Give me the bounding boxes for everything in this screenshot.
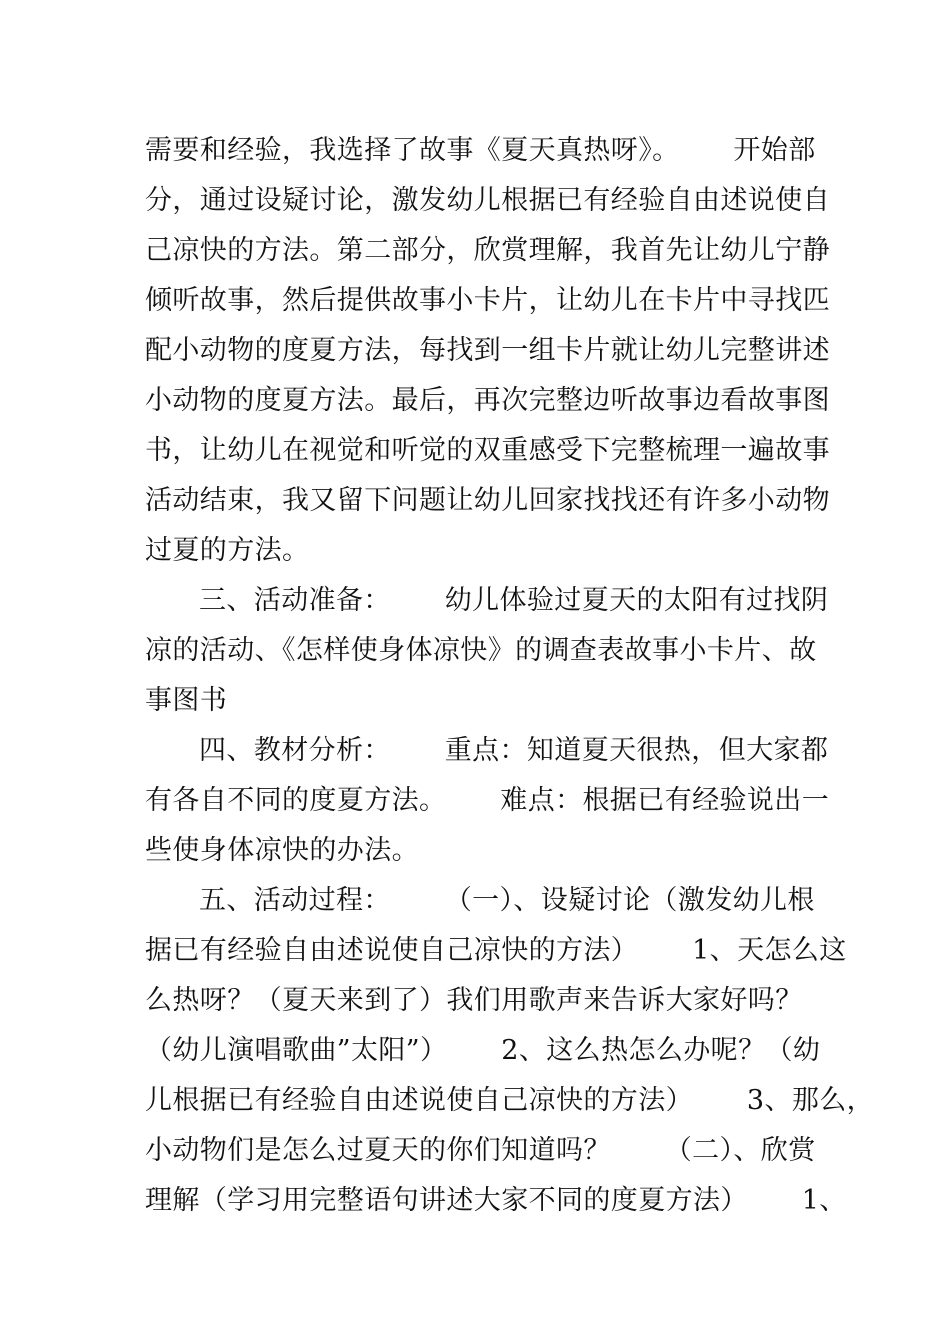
text-line: 己凉快的方法。第二部分，欣赏理解，我首先让幼儿宁静 [145, 235, 830, 266]
text-line: 过夏的方法。 [145, 535, 310, 566]
section-heading-line: 四、教材分析： 重点：知道夏天很热，但大家都 [199, 735, 829, 766]
text-line: 书，让幼儿在视觉和听觉的双重感受下完整梳理一遍故事 [145, 435, 830, 466]
text-line: 凉的活动、《怎样使身体凉快》的调查表故事小卡片、故 [145, 635, 817, 666]
text-line: 活动结束，我又留下问题让幼儿回家找找还有许多小动物 [145, 485, 830, 516]
section-heading-line: 五、活动过程： （一）、设疑讨论（激发幼儿根 [199, 885, 815, 916]
section-heading-line: 三、活动准备： 幼儿体验过夏天的太阳有过找阴 [199, 585, 829, 616]
text-line: 小动物的度夏方法。最后，再次完整边听故事边看故事图 [145, 385, 830, 416]
text-line: 倾听故事，然后提供故事小卡片，让幼儿在卡片中寻找匹 [145, 285, 830, 316]
text-line: 事图书 [145, 685, 228, 716]
text-line: 么热呀？（夏天来到了）我们用歌声来告诉大家好吗？ [145, 985, 803, 1016]
text-line: 儿根据已有经验自由述说使自己凉快的方法） 3、那么， [145, 1085, 875, 1116]
text-line: 小动物们是怎么过夏天的你们知道吗？ （二）、欣赏 [145, 1135, 816, 1166]
text-line: 些使身体凉快的办法。 [145, 835, 419, 866]
text-line: 据已有经验自由述说使自己凉快的方法） 1、天怎么这 [145, 935, 847, 966]
text-line: 分，通过设疑讨论，激发幼儿根据已有经验自由述说使自 [145, 185, 830, 216]
text-line: 需要和经验，我选择了故事《夏天真热呀》。 开始部 [145, 135, 816, 166]
text-line: 配小动物的度夏方法，每找到一组卡片就让幼儿完整讲述 [145, 335, 830, 366]
text-line: 有各自不同的度夏方法。 难点：根据已有经验说出一 [145, 785, 830, 816]
text-line: 理解（学习用完整语句讲述大家不同的度夏方法） 1、 [145, 1185, 847, 1216]
text-line: （幼儿演唱歌曲”太阳”） 2、这么热怎么办呢？（幼 [145, 1035, 821, 1066]
